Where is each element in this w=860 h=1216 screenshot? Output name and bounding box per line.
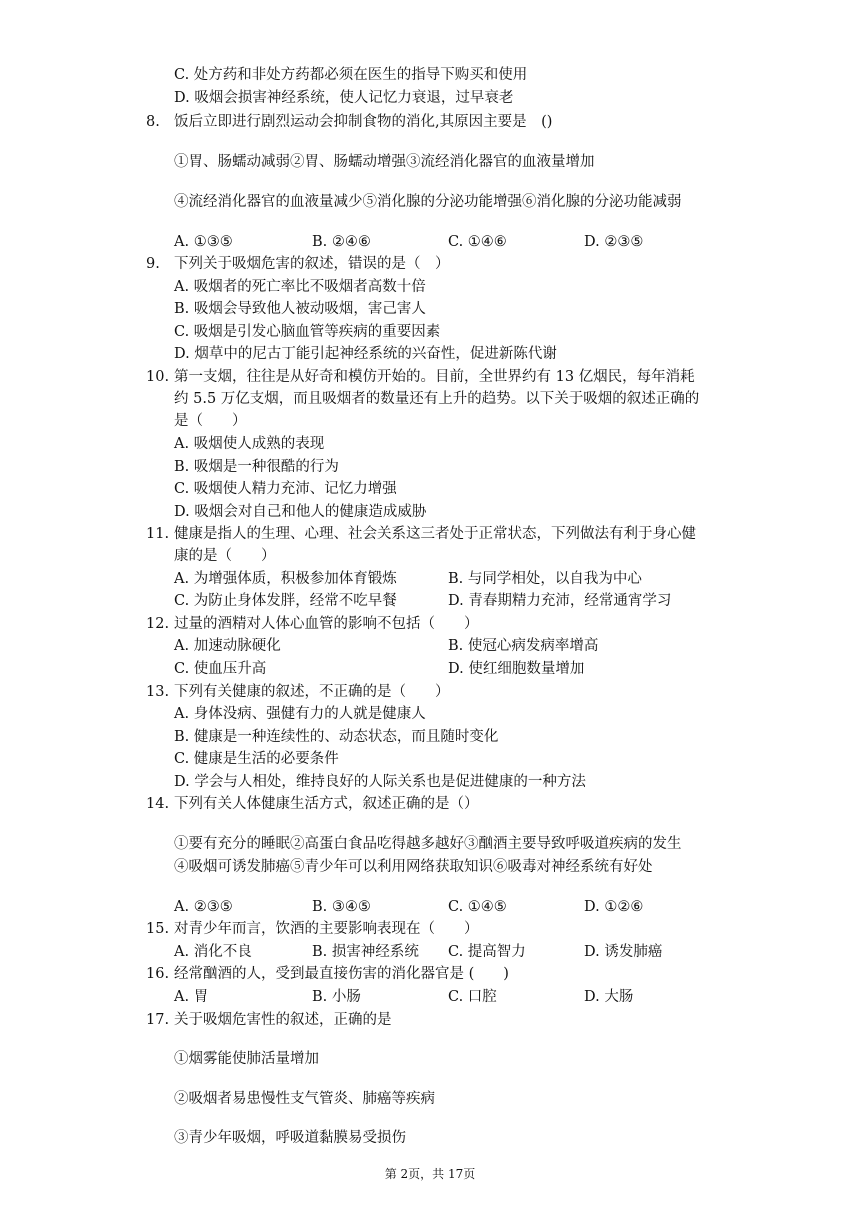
q12-option-b: B. 使冠心病发病率增高	[448, 638, 599, 654]
q10-stem-line3: 是（ ）	[174, 413, 247, 429]
q8-stem: 饭后立即进行剧烈运动会抑制食物的消化,其原因主要是 ()	[174, 114, 553, 130]
q10-option-b: B. 吸烟是一种很酷的行为	[174, 459, 339, 475]
q16-option-a: A. 胃	[174, 989, 209, 1005]
q15-option-b: B. 损害神经系统	[312, 944, 419, 960]
q12-option-d: D. 使红细胞数量增加	[448, 661, 585, 677]
q9-stem: 下列关于吸烟危害的叙述，错误的是（ ）	[174, 256, 450, 272]
q14-items-line1: ①要有充分的睡眠②高蛋白食品吃得越多越好③酗酒主要导致呼吸道疾病的发生	[174, 836, 682, 852]
q10-option-a: A. 吸烟使人成熟的表现	[174, 436, 325, 452]
q10-stem-line1: 第一支烟，往往是从好奇和模仿开始的。目前，全世界约有 13 亿烟民，每年消耗	[174, 369, 695, 385]
q16-option-d: D. 大肠	[584, 989, 634, 1005]
q7-option-c: C. 处方药和非处方药都必须在医生的指导下购买和使用	[174, 67, 528, 83]
q7-option-d: D. 吸烟会损害神经系统，使人记忆力衰退，过早衰老	[174, 90, 514, 106]
q12-number: 12.	[146, 616, 170, 632]
q10-number: 10.	[146, 369, 170, 385]
q8-items-line1: ①胃、肠蠕动减弱②胃、肠蠕动增强③流经消化器官的血液量增加	[174, 154, 595, 170]
q11-option-c: C. 为防止身体发胖，经常不吃早餐	[174, 593, 397, 609]
q15-number: 15.	[146, 921, 170, 937]
q15-option-a: A. 消化不良	[174, 944, 252, 960]
q13-option-a: A. 身体没病、强健有力的人就是健康人	[174, 706, 426, 722]
q16-option-c: C. 口腔	[448, 989, 497, 1005]
q14-option-b: B. ③④⑤	[312, 899, 371, 915]
q11-stem-line1: 健康是指人的生理、心理、社会关系这三者处于正常状态，下列做法有利于身心健	[174, 526, 696, 542]
q12-option-c: C. 使血压升高	[174, 661, 267, 677]
q13-option-d: D. 学会与人相处，维持良好的人际关系也是促进健康的一种方法	[174, 774, 586, 790]
q10-stem-line2: 约 5.5 万亿支烟，而且吸烟者的数量还有上升的趋势。以下关于吸烟的叙述正确的	[174, 391, 700, 407]
q16-number: 16.	[146, 966, 170, 982]
q14-option-d: D. ①②⑥	[584, 899, 644, 915]
q15-option-d: D. 诱发肺癌	[584, 944, 663, 960]
q9-option-a: A. 吸烟者的死亡率比不吸烟者高数十倍	[174, 279, 426, 295]
q17-stem: 关于吸烟危害性的叙述，正确的是	[174, 1012, 392, 1028]
q10-option-d: D. 吸烟会对自己和他人的健康造成威胁	[174, 504, 427, 520]
q13-option-b: B. 健康是一种连续性的、动态状态，而且随时变化	[174, 729, 499, 745]
q8-option-d: D. ②③⑤	[584, 234, 644, 250]
q13-number: 13.	[146, 684, 170, 700]
q13-stem: 下列有关健康的叙述，不正确的是（ ）	[174, 684, 450, 700]
q16-option-b: B. 小肠	[312, 989, 361, 1005]
q14-items-line2: ④吸烟可诱发肺癌⑤青少年可以利用网络获取知识⑥吸毒对神经系统有好处	[174, 859, 653, 875]
q17-item-3: ③青少年吸烟，呼吸道黏膜易受损伤	[174, 1130, 406, 1146]
q9-number: 9.	[146, 256, 160, 272]
q14-stem: 下列有关人体健康生活方式，叙述正确的是（）	[174, 796, 479, 812]
q13-option-c: C. 健康是生活的必要条件	[174, 751, 339, 767]
q17-item-2: ②吸烟者易患慢性支气管炎、肺癌等疾病	[174, 1091, 435, 1107]
q16-stem: 经常酗酒的人，受到最直接伤害的消化器官是 ( )	[174, 966, 509, 982]
q12-stem: 过量的酒精对人体心血管的影响不包括（ ）	[174, 616, 479, 632]
q14-option-c: C. ①④⑤	[448, 899, 507, 915]
q9-option-b: B. 吸烟会导致他人被动吸烟，害己害人	[174, 301, 426, 317]
q15-stem: 对青少年而言，饮酒的主要影响表现在（ ）	[174, 921, 479, 937]
q8-option-a: A. ①③⑤	[174, 234, 233, 250]
q17-item-1: ①烟雾能使肺活量增加	[174, 1051, 319, 1067]
q17-number: 17.	[146, 1012, 170, 1028]
q12-option-a: A. 加速动脉硬化	[174, 638, 281, 654]
q8-option-b: B. ②④⑥	[312, 234, 371, 250]
q10-option-c: C. 吸烟使人精力充沛、记忆力增强	[174, 481, 397, 497]
q14-number: 14.	[146, 796, 170, 812]
q11-stem-line2: 康的是（ ）	[174, 548, 276, 564]
page-footer: 第 2页，共 17页	[384, 1167, 476, 1181]
q11-option-d: D. 青春期精力充沛，经常通宵学习	[448, 593, 672, 609]
q11-option-b: B. 与同学相处，以自我为中心	[448, 571, 642, 587]
q11-number: 11.	[146, 526, 170, 542]
q8-items-line2: ④流经消化器官的血液量减少⑤消化腺的分泌功能增强⑥消化腺的分泌功能减弱	[174, 194, 682, 210]
q11-option-a: A. 为增强体质，积极参加体育锻炼	[174, 571, 397, 587]
q8-option-c: C. ①④⑥	[448, 234, 507, 250]
q8-number: 8.	[146, 114, 160, 130]
q15-option-c: C. 提高智力	[448, 944, 526, 960]
q14-option-a: A. ②③⑤	[174, 899, 233, 915]
q9-option-c: C. 吸烟是引发心脑血管等疾病的重要因素	[174, 324, 441, 340]
q9-option-d: D. 烟草中的尼古丁能引起神经系统的兴奋性，促进新陈代谢	[174, 346, 557, 362]
